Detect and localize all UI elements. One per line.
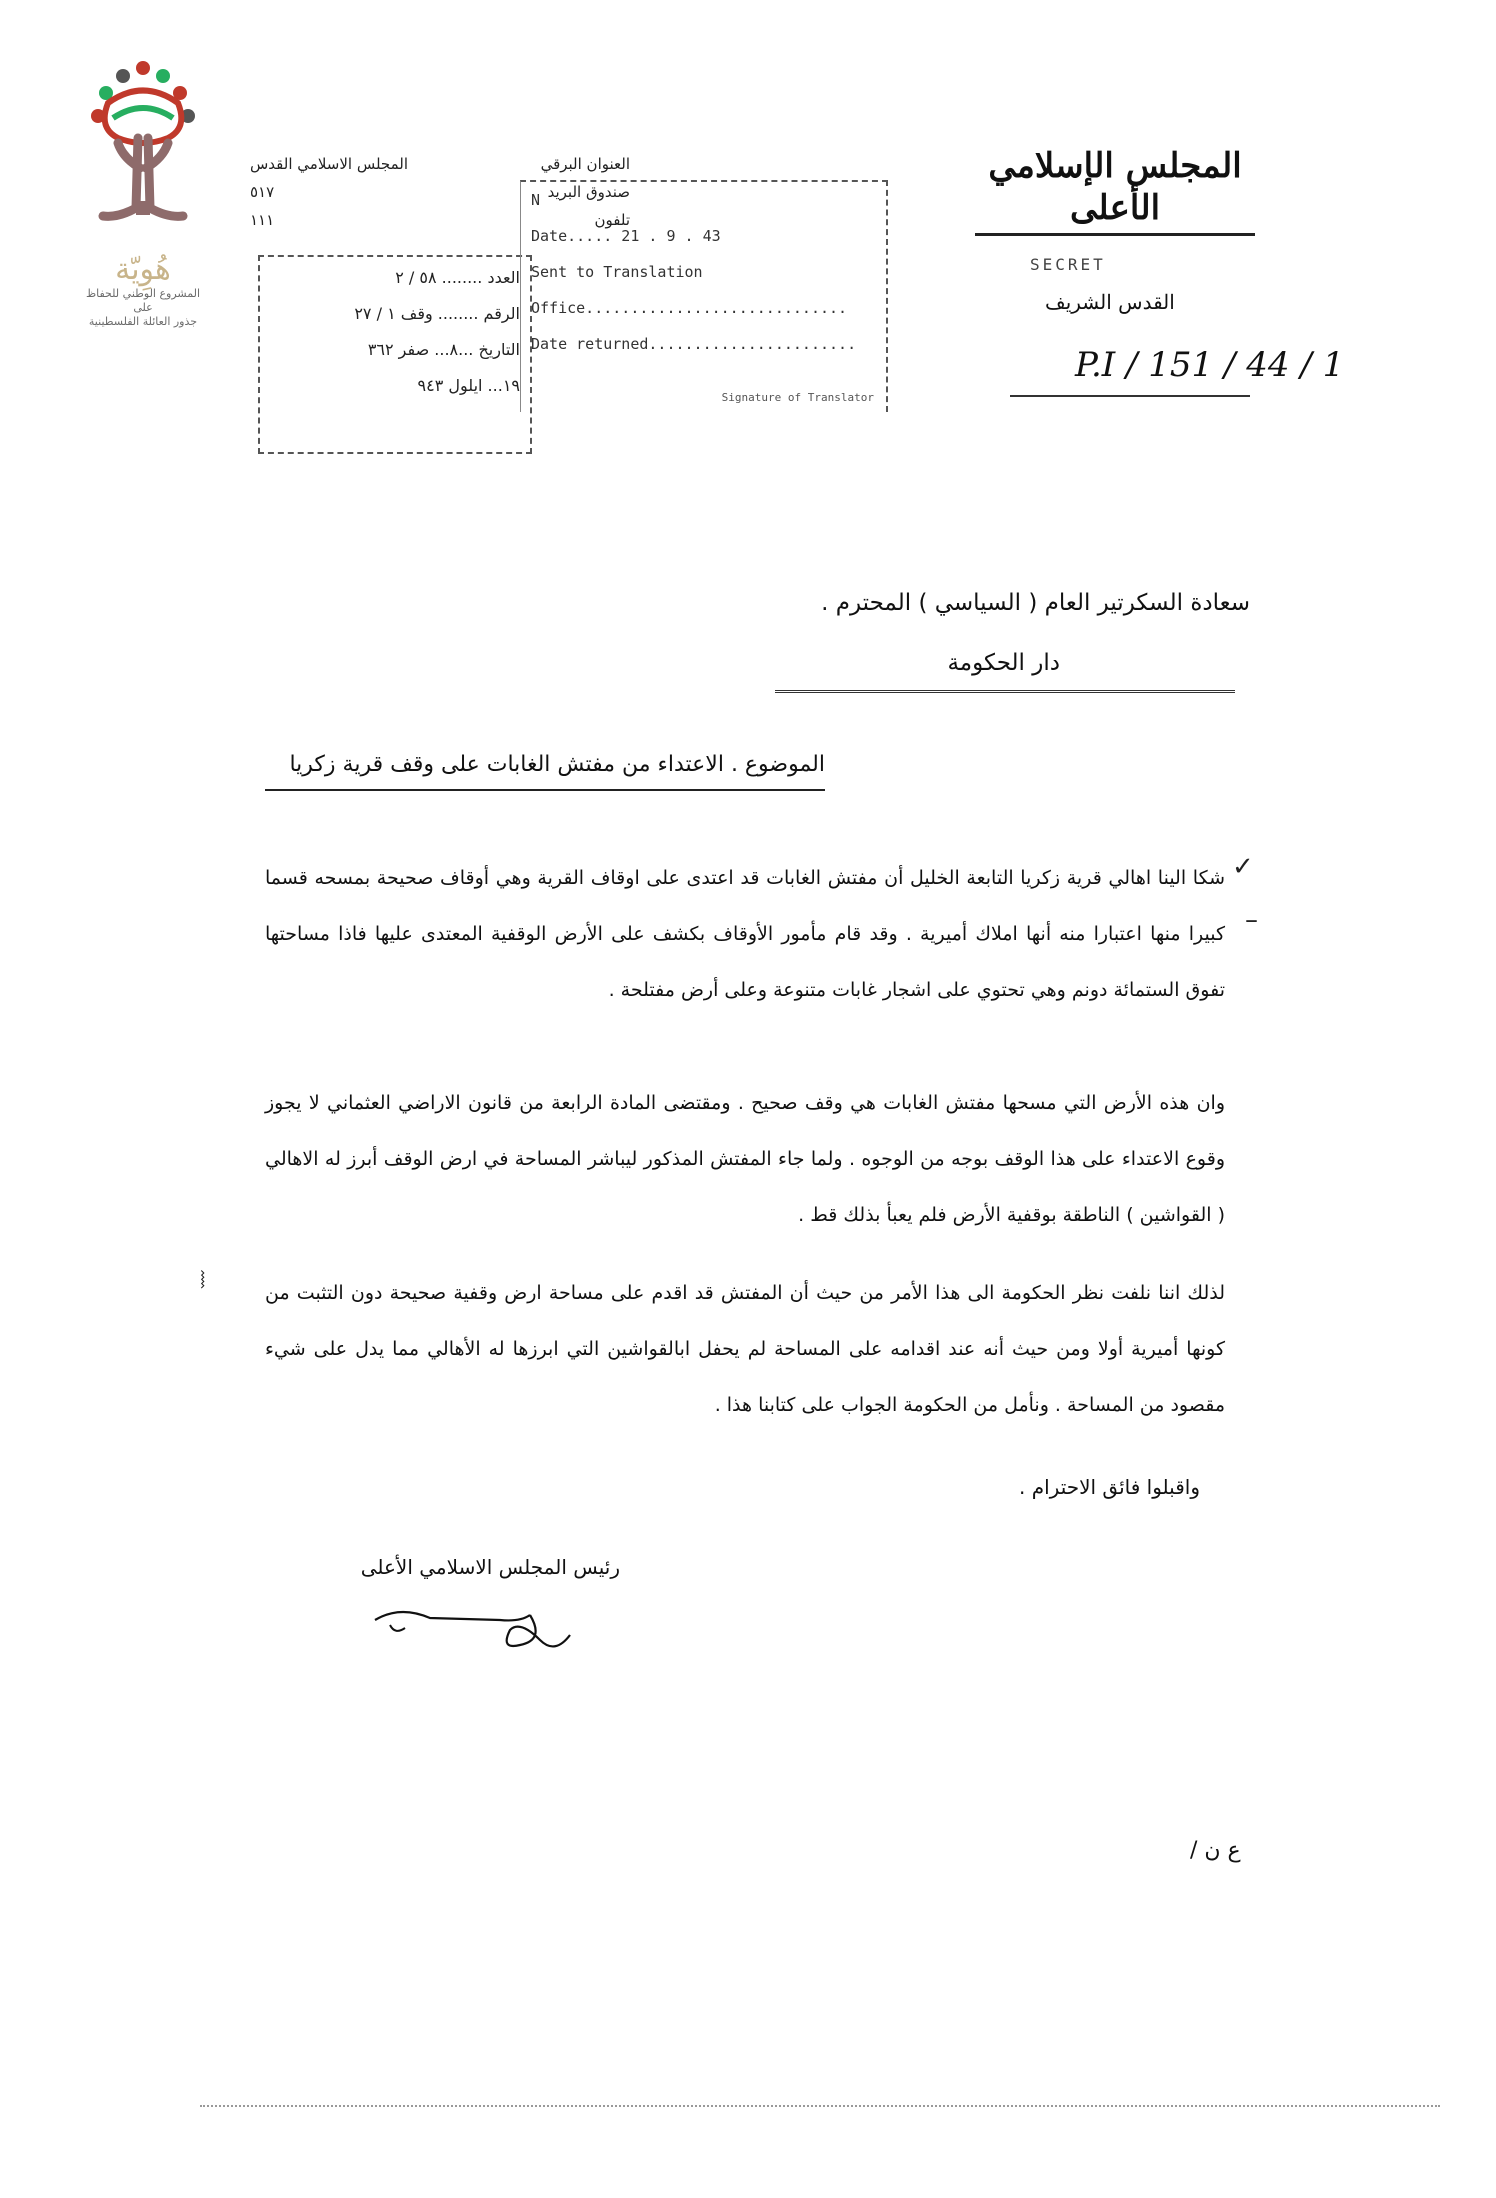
secret-label: SECRET	[1030, 255, 1106, 274]
form-signature: Signature of Translator	[721, 391, 874, 404]
margin-tick-icon: ✓	[1232, 852, 1254, 882]
signature-title: رئيس المجلس الاسلامي الأعلى	[360, 1555, 620, 1579]
margin-bracket-icon: ⧘	[200, 1265, 206, 1295]
phone-label: تلفون	[594, 211, 630, 229]
form-sent: Sent to Translation	[531, 263, 703, 281]
translation-form	[520, 180, 888, 412]
form-date: Date..... 21 . 9 . 43	[531, 227, 721, 245]
reference-number: P.I / 151 / 44 / 1	[1075, 345, 1345, 385]
telegram-value: المجلس الاسلامي القدس	[250, 155, 409, 173]
logo-tagline-2: جذور العائلة الفلسطينية	[88, 315, 198, 328]
closing-line: واقبلوا فائق الاحترام .	[1019, 1475, 1200, 1499]
reference-underline	[1010, 395, 1250, 397]
organization-logo	[78, 58, 208, 328]
stamp-date-greg: ١٩... ايلول ٩٤٣	[417, 376, 520, 395]
addressee-location: دار الحكومة	[947, 650, 1060, 676]
paragraph-3: لذلك اننا نلفت نظر الحكومة الى هذا الأمر من حيث أن المفتش قد اقدم على مساحة ارض وقفية صحيحة دون التثبت من كونها أميرية أولا ومن حيث أنه عند اقدامه على المساحة لم يحفل ابالقواشين التي ابرزها له الأهالي مما يدل على شيء مقصود من المساحة . ونأمل من الحكومة الجواب على كتابنا هذا .	[265, 1282, 1225, 1416]
letterhead-rule	[975, 233, 1255, 236]
subject-line: الموضوع . الاعتداء من مفتش الغابات على وقف قرية زكريا	[265, 752, 825, 791]
form-office: Office.............................	[531, 299, 848, 317]
footer-reference: ع ن /	[1190, 1838, 1241, 1863]
registry-stamp	[258, 255, 532, 454]
paragraph-2: وان هذه الأرض التي مسحها مفتش الغابات هي وقف صحيح . ومقتضى المادة الرابعة من قانون الاراضي العثماني لا يجوز وقوع الاعتداء على هذا الوقف بوجه من الوجوه . ولما جاء المفتش المذكور ليباشر المساحة في ارض الوقف أبرز له الاهالي ( القواشين ) الناطقة بوقفية الأرض فلم يعبأ بذلك قط .	[265, 1092, 1225, 1226]
handwritten-signature	[370, 1600, 580, 1660]
double-rule	[775, 690, 1235, 697]
addressee: سعادة السكرتير العام ( السياسي ) المحترم .	[821, 590, 1250, 616]
margin-dash-icon: –	[1245, 905, 1258, 935]
paragraph-1: شكا الينا اهالي قرية زكريا التابعة الخليل أن مفتش الغابات قد اعتدى على اوقاف القرية وهي أوقاف صحيحة بمسحه قسما كبيرا منها اعتبارا منه أنها املاك أميرية . وقد قام مأمور الأوقاف بكشف على الأرض الوقفية المعتدى عليها فاذا مساحتها تفوق الستمائة دونم وهي تحتوي على اشجار غابات متنوعة وعلى أرض مفتلحة .	[265, 867, 1225, 1001]
tree-of-people-icon	[78, 58, 208, 248]
logo-tagline-1: المشروع الوطني للحفاظ على	[85, 287, 201, 314]
telegram-label: العنوان البرقي	[540, 155, 630, 173]
stamp-number: العدد ........ ٥٨ / ٢	[395, 268, 520, 287]
stamp-ref: الرقم ........ وقف ١ / ٢٧	[354, 304, 520, 323]
logo-word: هُوِيّة	[115, 252, 171, 287]
form-no: N	[531, 191, 541, 209]
form-date-returned: Date returned.......................	[531, 335, 857, 353]
phone-value: ١١١	[250, 211, 275, 229]
stamp-date-hijri: التاريخ ...٨... صفر ٣٦٢	[367, 340, 520, 359]
letterhead	[955, 145, 1275, 255]
telegram-row	[250, 150, 630, 178]
pobox-value: ٥١٧	[250, 183, 275, 201]
pobox-label: صندوق البريد	[547, 183, 630, 201]
letterhead-title: المجلس الإسلامي الأعلى	[988, 146, 1242, 228]
location-jerusalem: القدس الشريف	[1045, 290, 1175, 314]
scan-edge-noise	[200, 2085, 1440, 2107]
